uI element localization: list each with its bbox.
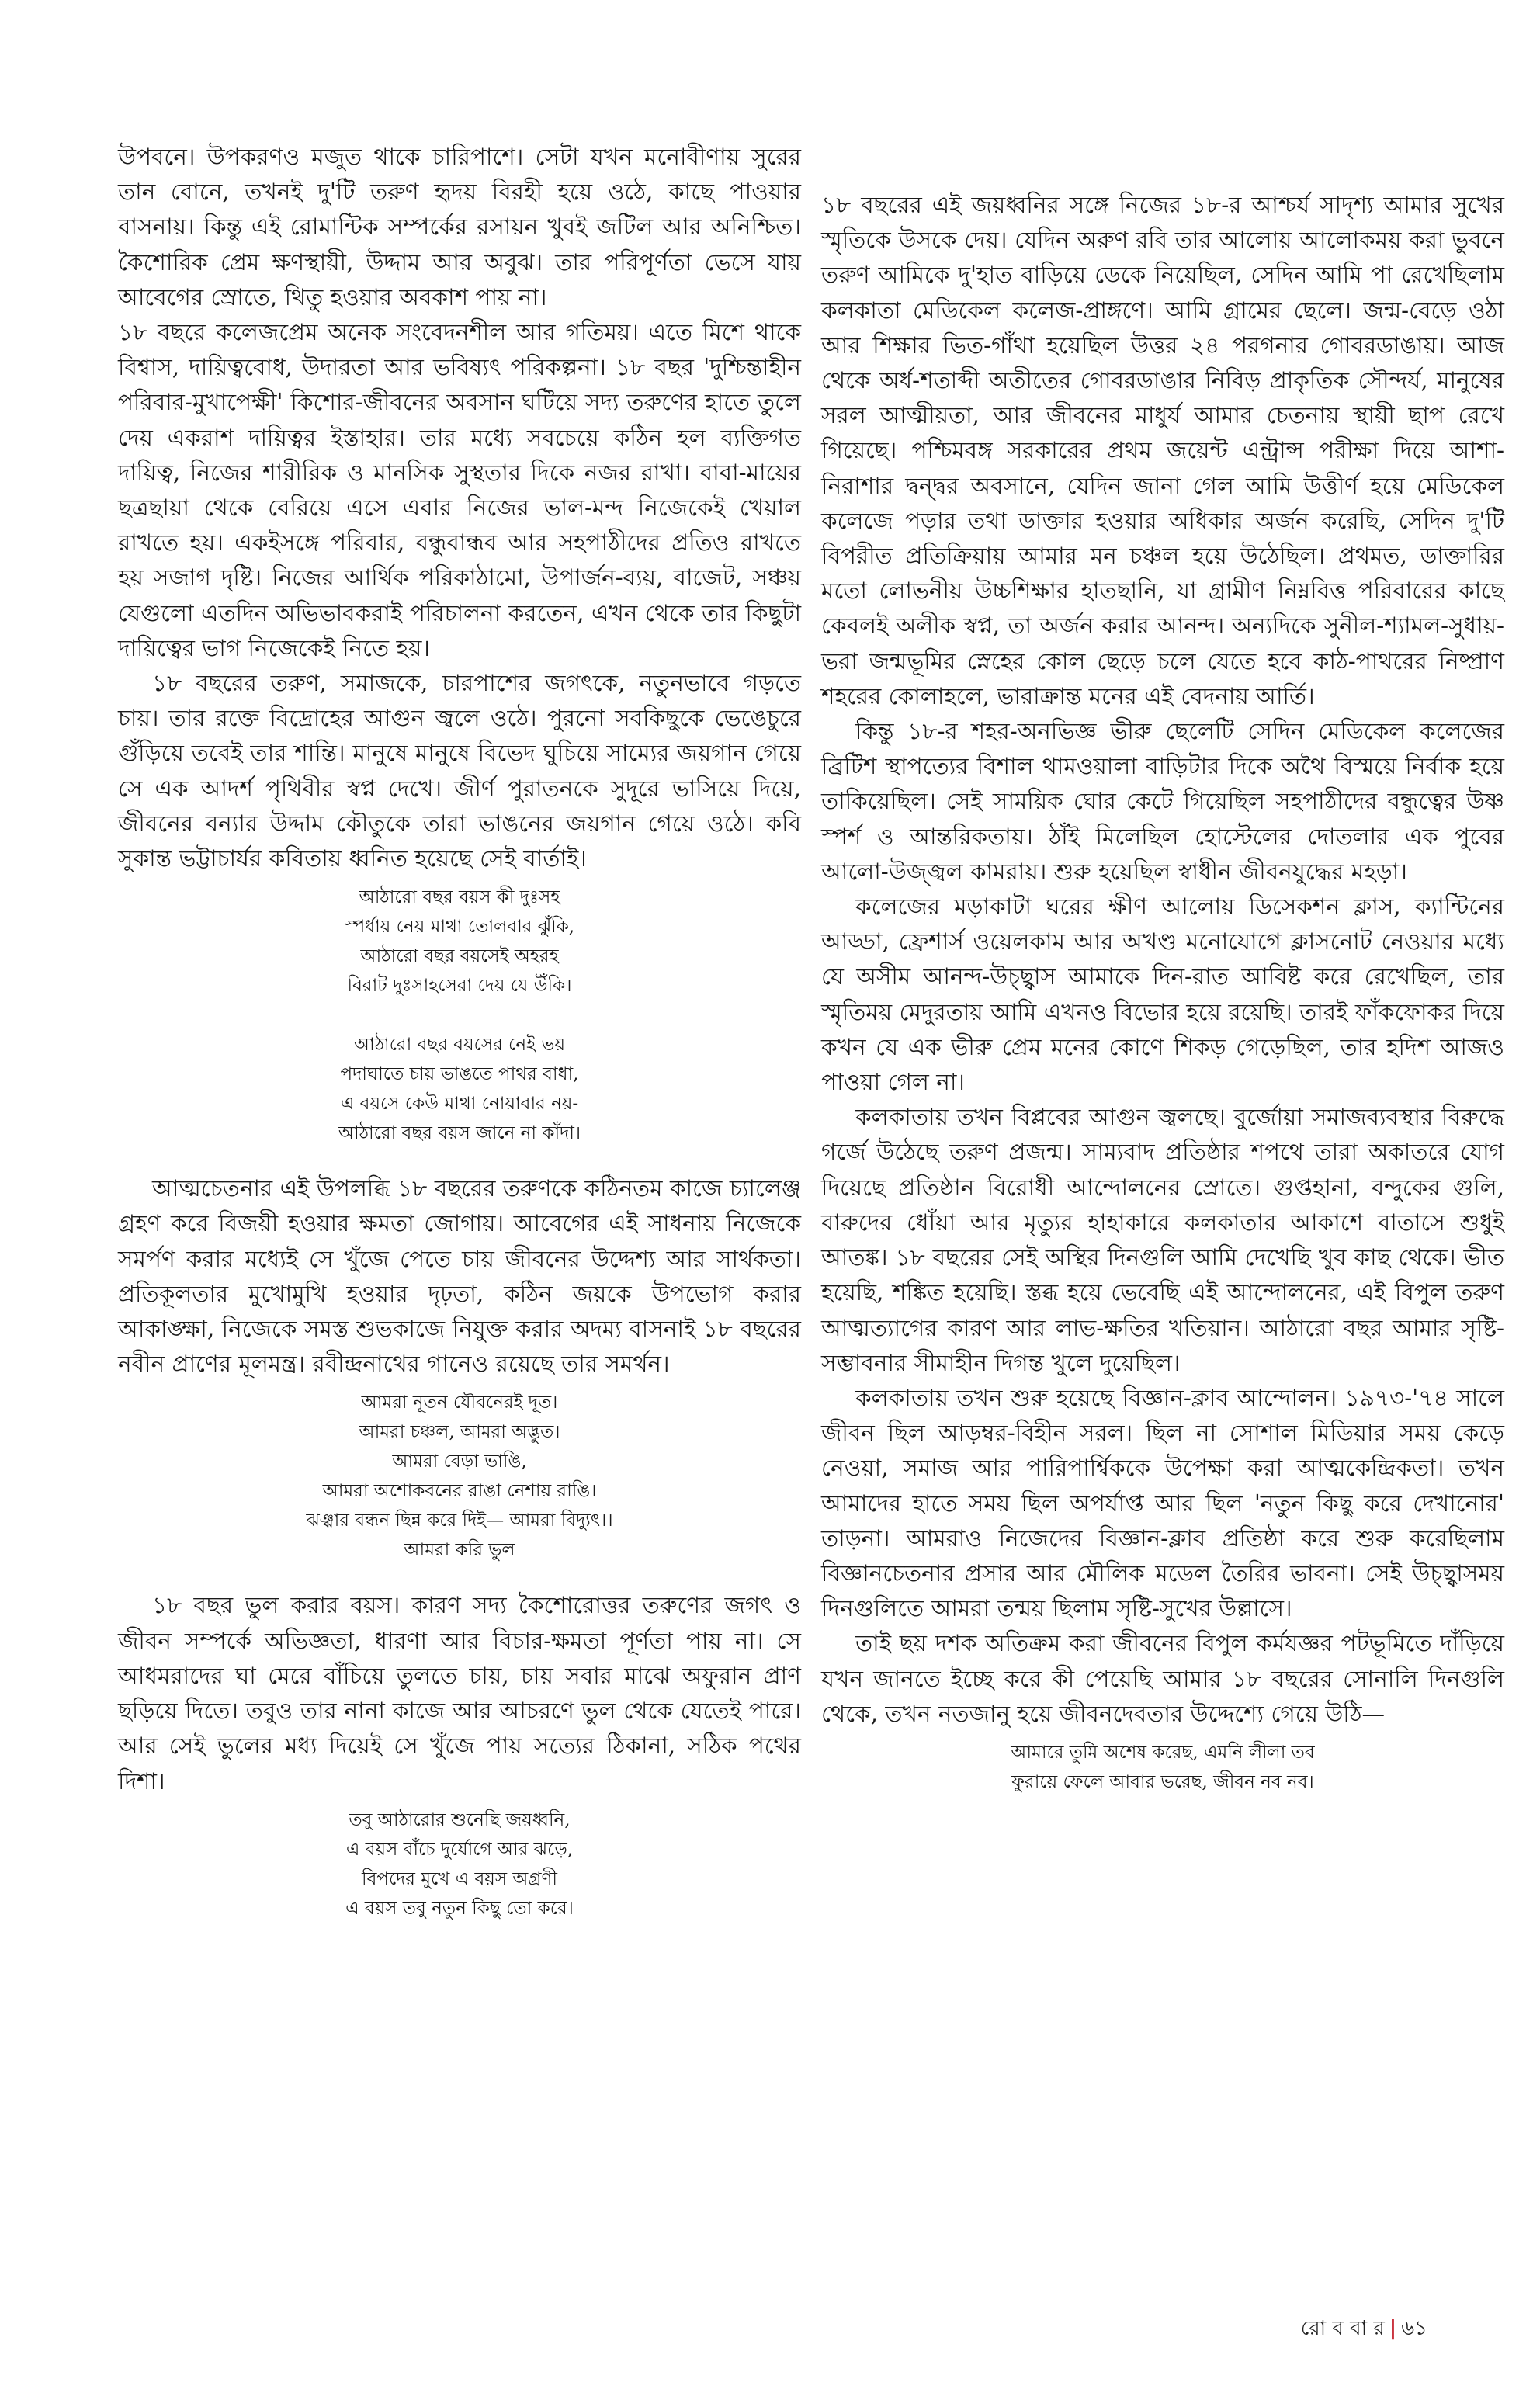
paragraph: তাই ছয় দশক অতিক্রম করা জীবনের বিপুল কর্মযজ্ঞর পটভূমিতে দাঁড়িয়ে যখন জানতে ইচ্ছে করে কী পেয়েছি আমার ১৮ বছরের সোনালি দিনগুলি থেকে, তখন নতজানু হয়ে জীবনদেবতার উদ্দেশ্যে গেয়ে উঠি— bbox=[821, 1630, 1504, 1727]
paragraph: কলকাতায় তখন শুরু হয়েছে বিজ্ঞান-ক্লাব আন্দোলন। ১৯৭৩-'৭৪ সালে জীবন ছিল আড়ম্বর-বিহীন সরল। ছিল না সোশাল মিডিয়ার সময় কেড়ে নেওয়া, সমাজ আর পারিপার্শ্বিককে উপেক্ষা করা আত্মকেন্দ্রিকতা। তখন আমাদের হাতে সময় ছিল অপর্যাপ্ত আর ছিল 'নতুন কিছু করে দেখানোর' তাড়না। আমরাও নিজেদের বিজ্ঞান-ক্লাব প্রতিষ্ঠা করে শুরু করেছিলাম বিজ্ঞানচেতনার প্রসার আর মৌলিক মডেল তৈরির ভাবনা। সেই উচ্ছ্বাসময় দিনগুলিতে আমরা তন্ময় ছিলাম সৃষ্টি-সুখের উল্লাসে। bbox=[821, 1384, 1504, 1622]
stanza-gap bbox=[118, 1001, 801, 1030]
page-folio bbox=[1301, 2312, 1427, 2346]
poem-line: স্পর্ধায় নেয় মাথা তোলবার ঝুঁকি, bbox=[344, 917, 575, 938]
page-number: ৬১ bbox=[1401, 2317, 1427, 2340]
paragraph: উপবনে। উপকরণও মজুত থাকে চারিপাশে। সেটা যখন মনোবীণায় সুরের তান বোনে, তখনই দু'টি তরুণ হৃদয় বিরহী হয়ে ওঠে, কাছে পাওয়ার বাসনায়। কিন্তু এই রোমান্টিক সম্পর্কের রসায়ন খুবই জটিল আর অনিশ্চিত। কৈশোরিক প্রেম ক্ষণস্থায়ী, উদ্দাম আর অবুঝ। তার পরিপূর্ণতা ভেসে যায় আবেগের স্রোতে, থিতু হওয়ার অবকাশ পায় না। bbox=[118, 144, 801, 310]
poem-line: বিরাট দুঃসাহসেরা দেয় যে উঁকি। bbox=[347, 976, 572, 997]
poem-line: আমরা বেড়া ভাঙি, bbox=[392, 1451, 527, 1472]
poem-line: আমারে তুমি অশেষ করেছ, এমনি লীলা তব bbox=[1011, 1742, 1315, 1763]
paragraph: ১৮ বছরের তরুণ, সমাজকে, চারপাশের জগৎকে, নতুনভাবে গড়তে চায়। তার রক্তে বিদ্রোহের আগুন জ্বলে ওঠে। পুরনো সবকিছুকে ভেঙেচুরে গুঁড়িয়ে তবেই তার শান্তি। মানুষে মানুষে বিভেদ ঘুচিয়ে সাম্যের জয়গান গেয়ে সে এক আদর্শ পৃথিবীর স্বপ্ন দেখে। জীর্ণ পুরাতনকে সুদূরে ভাসিয়ে দিয়ে, জীবনের বন্যার উদ্দাম কৌতুকে তারা ভাঙনের জয়গান গেয়ে ওঠে। কবি সুকান্ত ভট্টাচার্যর কবিতায় ধ্বনিত হয়েছে সেই বার্তাই। bbox=[118, 670, 801, 872]
poem-closing bbox=[821, 1738, 1504, 1797]
paragraph: ১৮ বছরে কলেজপ্রেম অনেক সংবেদনশীল আর গতিময়। এতে মিশে থাকে বিশ্বাস, দায়িত্ববোধ, উদারতা আর ভবিষ্যৎ পরিকল্পনা। ১৮ বছর 'দুশ্চিন্তাহীন পরিবার-মুখাপেক্ষী' কিশোর-জীবনের অবসান ঘটিয়ে সদ্য তরুণের হাতে তুলে দেয় একরাশ দায়িত্বর ইস্তাহার। তার মধ্যে সবচেয়ে কঠিন হল ব্যক্তিগত দায়িত্ব, নিজের শারীরিক ও মানসিক সুস্থতার দিকে নজর রাখা। বাবা-মায়ের ছত্রছায়া থেকে বেরিয়ে এসে এবার নিজের ভাল-মন্দ নিজেকেই খেয়াল রাখতে হয়। একইসঙ্গে পরিবার, বন্ধুবান্ধব আর সহপাঠীদের প্রতিও রাখতে হয় সজাগ দৃষ্টি। নিজের আর্থিক পরিকাঠামো, উপার্জন-ব্যয়, বাজেট, সঞ্চয় যেগুলো এতদিন অভিভাবকরাই পরিচালনা করতেন, এখন থেকে তার কিছুটা দায়িত্বের ভাগ নিজেকেই নিতে হয়। bbox=[118, 319, 801, 661]
poem-line: আঠারো বছর বয়স কী দুঃসহ bbox=[359, 887, 560, 908]
poem-rabindranath bbox=[118, 1388, 801, 1565]
paragraph: কলেজের মড়াকাটা ঘরের ক্ষীণ আলোয় ডিসেকশন ক্লাস, ক্যান্টিনের আড্ডা, ফ্রেশার্স ওয়েলকাম আর অখণ্ড মনোযোগে ক্লাসনোট নেওয়ার মধ্যে যে অসীম আনন্দ-উচ্ছ্বাস আমাকে দিন-রাত আবিষ্ট করে রেখেছিল, তার স্মৃতিময় মেদুরতায় আমি এখনও বিভোর হয়ে রয়েছি। তারই ফাঁকফোকর দিয়ে কখন যে এক ভীরু প্রেম মনের কোণে শিকড় গেড়েছিল, তার হদিশ আজও পাওয়া গেল না। bbox=[821, 893, 1504, 1096]
right-column bbox=[821, 188, 1504, 1820]
poem-line: এ বয়সে কেউ মাথা নোয়াবার নয়- bbox=[340, 1094, 579, 1115]
poem-line: আমরা চঞ্চল, আমরা অদ্ভুত। bbox=[359, 1422, 560, 1443]
left-column bbox=[118, 140, 801, 1947]
poem-line: আমরা অশোকবনের রাঙা নেশায় রাঙি। bbox=[322, 1481, 597, 1502]
poem-line: এ বয়স বাঁচে দুর্যোগে আর ঝড়ে, bbox=[345, 1839, 574, 1860]
poem-line: ঝঞ্ঝার বন্ধন ছিন্ন করে দিই— আমরা বিদ্যুৎ।। bbox=[306, 1510, 613, 1531]
magazine-name: রো ব বা র bbox=[1300, 2317, 1385, 2340]
poem-line: আঠারো বছর বয়সেই অহরহ bbox=[360, 946, 559, 967]
poem-line: আঠারো বছর বয়সের নেই ভয় bbox=[353, 1035, 566, 1056]
poem-line: আমরা নূতন যৌবনেরই দূত। bbox=[361, 1392, 558, 1413]
poem-line: এ বয়স তবু নতুন কিছু তো করে। bbox=[345, 1898, 574, 1919]
poem-sukanta bbox=[118, 883, 801, 1148]
poem-sukanta-2 bbox=[118, 1805, 801, 1923]
paragraph: কিন্তু ১৮-র শহর-অনভিজ্ঞ ভীরু ছেলেটি সেদিন মেডিকেল কলেজের ব্রিটিশ স্থাপত্যের বিশাল থামওয়ালা বাড়িটার দিকে অথৈ বিস্ময়ে নির্বাক হয়ে তাকিয়েছিল। সেই সাময়িক ঘোর কেটে গিয়েছিল সহপাঠীদের বন্ধুত্বের উষ্ণ স্পর্শ ও আন্তরিকতায়। ঠাঁই মিলেছিল হোস্টেলের দোতলার এক পুবের আলো-উজ্জ্বল কামরায়। শুরু হয়েছিল স্বাধীন জীবনযুদ্ধের মহড়া। bbox=[821, 718, 1504, 885]
poem-line: আমরা করি ভুল bbox=[404, 1540, 515, 1561]
paragraph: আত্মচেতনার এই উপলব্ধি ১৮ বছরের তরুণকে কঠিনতম কাজে চ্যালেঞ্জ গ্রহণ করে বিজয়ী হওয়ার ক্ষমতা জোগায়। আবেগের এই সাধনায় নিজেকে সমর্পণ করার মধ্যেই সে খুঁজে পেতে চায় জীবনের উদ্দেশ্য আর সার্থকতা। প্রতিকূলতার মুখোমুখি হওয়ার দৃঢ়তা, কঠিন জয়কে উপভোগ করার আকাঙ্ক্ষা, নিজেকে সমস্ত শুভকাজে নিযুক্ত করার অদম্য বাসনাই ১৮ বছরের নবীন প্রাণের মূলমন্ত্র। রবীন্দ্রনাথের গানেও রয়েছে তার সমর্থন। bbox=[118, 1175, 801, 1378]
paragraph: ১৮ বছর ভুল করার বয়স। কারণ সদ্য কৈশোরোত্তর তরুণের জগৎ ও জীবন সম্পর্কে অভিজ্ঞতা, ধারণা আর বিচার-ক্ষমতা পূর্ণতা পায় না। সে আধমরাদের ঘা মেরে বাঁচিয়ে তুলতে চায়, চায় সবার মাঝে অফুরান প্রাণ ছড়িয়ে দিতে। তবুও তার নানা কাজে আর আচরণে ভুল থেকে যেতেই পারে। আর সেই ভুলের মধ্য দিয়েই সে খুঁজে পায় সত্যের ঠিকানা, সঠিক পথের দিশা। bbox=[118, 1592, 801, 1795]
poem-line: পদাঘাতে চায় ভাঙতে পাথর বাধা, bbox=[340, 1064, 579, 1085]
paragraph: কলকাতায় তখন বিপ্লবের আগুন জ্বলছে। বুর্জোয়া সমাজব্যবস্থার বিরুদ্ধে গর্জে উঠেছে তরুণ প্রজন্ম। সাম্যবাদ প্রতিষ্ঠার শপথে তারা অকাতরে যোগ দিয়েছে প্রতিষ্ঠান বিরোধী আন্দোলনের স্রোতে। গুপ্তহানা, বন্দুকের গুলি, বারুদের ধোঁয়া আর মৃত্যুর হাহাকারে কলকাতার আকাশে বাতাসে শুধুই আতঙ্ক। ১৮ বছরের সেই অস্থির দিনগুলি আমি দেখেছি খুব কাছ থেকে। ভীত হয়েছি, শঙ্কিত হয়েছি। স্তব্ধ হয়ে ভেবেছি এই আন্দোলনের, এই বিপুল তরুণ আত্মত্যাগের কারণ আর লাভ-ক্ষতির খতিয়ান। আঠারো বছর আমার সৃষ্টি-সম্ভাবনার সীমাহীন দিগন্ত খুলে দুয়েছিল। bbox=[821, 1104, 1504, 1376]
poem-line: আঠারো বছর বয়স জানে না কাঁদা। bbox=[338, 1123, 581, 1144]
poem-line: তবু আঠারোর শুনেছি জয়ধ্বনি, bbox=[349, 1809, 571, 1830]
paragraph: ১৮ বছরের এই জয়ধ্বনির সঙ্গে নিজের ১৮-র আশ্চর্য সাদৃশ্য আমার সুখের স্মৃতিকে উসকে দেয়। যেদিন অরুণ রবি তার আলোয় আলোকময় করা ভুবনে তরুণ আমিকে দু'হাত বাড়িয়ে ডেকে নিয়েছিল, সেদিন আমি পা রেখেছিলাম কলকাতা মেডিকেল কলেজ-প্রাঙ্গণে। আমি গ্রামের ছেলে। জন্ম-বেড়ে ওঠা আর শিক্ষার ভিত-গাঁথা হয়েছিল উত্তর ২৪ পরগনার গোবরডাঙায়। আজ থেকে অর্ধ-শতাব্দী অতীতের গোবরডাঙার নিবিড় প্রাকৃতিক সৌন্দর্য, মানুষের সরল আত্মীয়তা, আর জীবনের মাধুর্য আমার চেতনায় স্থায়ী ছাপ রেখে গিয়েছে। পশ্চিমবঙ্গ সরকারের প্রথম জয়েন্ট এন্ট্রান্স পরীক্ষা দিয়ে আশা-নিরাশার দ্বন্দ্বর অবসানে, যেদিন জানা গেল আমি উত্তীর্ণ হয়ে মেডিকেল কলেজে পড়ার তথা ডাক্তার হওয়ার অধিকার অর্জন করেছি, সেদিন দু'টি বিপরীত প্রতিক্রিয়ায় আমার মন চঞ্চল হয়ে উঠেছিল। প্রথমত, ডাক্তারির মতো লোভনীয় উচ্চশিক্ষার হাতছানি, যা গ্রামীণ নিম্নবিত্ত পরিবারের কাছে কেবলই অলীক স্বপ্ন, তা অর্জন করার আনন্দ। অন্যদিকে সুনীল-শ্যামল-সুধায়-ভরা জন্মভূমির স্নেহের কোল ছেড়ে চলে যেতে হবে কাঠ-পাথরের নিষ্প্রাণ শহরের কোলাহলে, ভারাক্রান্ত মনের এই বেদনায় আর্তি। bbox=[821, 192, 1504, 709]
folio-separator: | bbox=[1389, 2317, 1397, 2340]
poem-line: ফুরায়ে ফেলে আবার ভরেছ, জীবন নব নব। bbox=[1011, 1771, 1314, 1792]
poem-line: বিপদের মুখে এ বয়স অগ্রণী bbox=[361, 1868, 557, 1889]
